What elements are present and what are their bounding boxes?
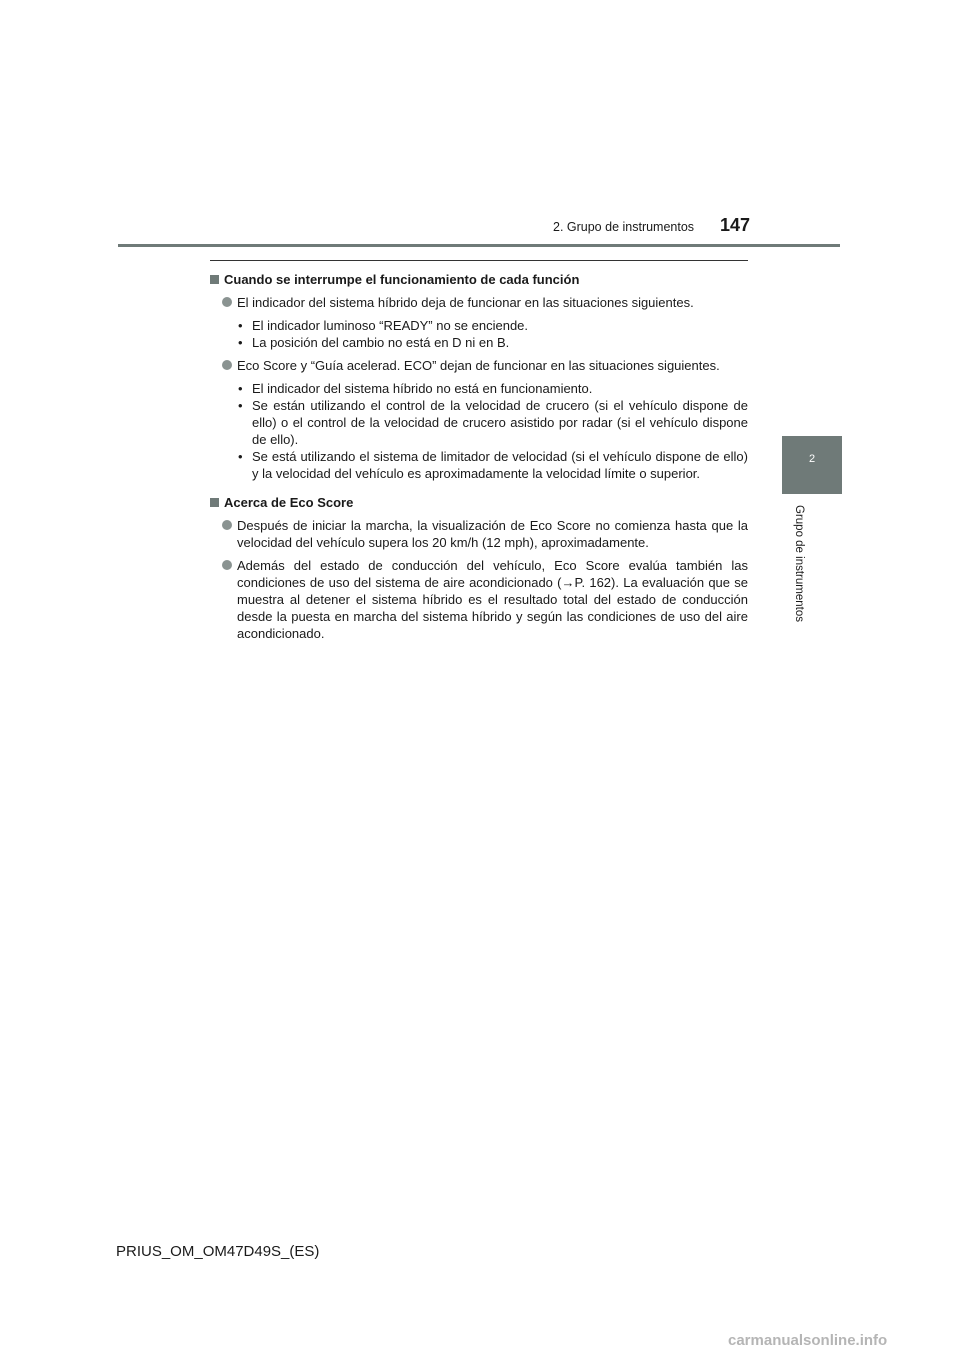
sub-list-text: El indicador del sistema híbrido no está en funcionamiento. bbox=[252, 381, 593, 396]
bullet-text: Además del estado de conducción del vehículo, Eco Score evalúa también las condiciones de uso del sistema de aire acondicionado (→P. 162). La evaluación que se muestra al detener el sistema híbrido es el resultado total del estado de conducción desde la puesta en marcha del sistema híbrido y según las condiciones de uso del aire acondicionado. bbox=[237, 558, 748, 641]
bullet-text: Eco Score y “Guía acelerad. ECO” dejan de funcionar en las situaciones siguientes. bbox=[237, 358, 720, 373]
sub-list-item bbox=[238, 334, 748, 351]
content-top-rule bbox=[210, 260, 748, 261]
sub-list-item bbox=[238, 380, 748, 397]
sub-list-text: La posición del cambio no está en D ni en B. bbox=[252, 335, 510, 350]
watermark: carmanualsonline.info bbox=[728, 1332, 888, 1349]
circle-bullet-icon bbox=[222, 560, 232, 570]
sub-list-text: Se está utilizando el sistema de limitador de velocidad (si el vehículo dispone de ello) y la velocidad del vehículo es aproximadamente la velocidad límite o superior. bbox=[252, 449, 748, 481]
sections-container bbox=[210, 271, 748, 642]
sub-list-item bbox=[238, 397, 748, 448]
circle-bullet-icon bbox=[222, 297, 232, 307]
sub-list bbox=[238, 380, 748, 482]
section-heading bbox=[210, 494, 748, 511]
bullet-item bbox=[222, 517, 748, 551]
section-heading-text: Cuando se interrumpe el funcionamiento de cada función bbox=[224, 272, 580, 287]
sub-bullet-mark: • bbox=[238, 381, 243, 396]
sub-list bbox=[238, 317, 748, 351]
sub-bullet-mark: • bbox=[238, 449, 243, 464]
chapter-tab-number: 2 bbox=[808, 453, 816, 465]
section-heading-text: Acerca de Eco Score bbox=[224, 495, 354, 510]
page-number: 147 bbox=[720, 215, 751, 235]
circle-bullet-icon bbox=[222, 360, 232, 370]
bullet-text: Después de iniciar la marcha, la visualización de Eco Score no comienza hasta que la velocidad del vehículo supera los 20 km/h (12 mph), aproximadamente. bbox=[237, 518, 748, 550]
sub-bullet-mark: • bbox=[238, 335, 243, 350]
page-content bbox=[210, 260, 748, 648]
circle-bullet-icon bbox=[222, 520, 232, 530]
sub-list-text: El indicador luminoso “READY” no se enciende. bbox=[252, 318, 529, 333]
bullet-item bbox=[222, 557, 748, 642]
bullet-item bbox=[222, 357, 748, 374]
square-bullet-icon bbox=[210, 498, 219, 507]
sub-list-item bbox=[238, 317, 748, 334]
bullet-text: El indicador del sistema híbrido deja de funcionar en las situaciones siguientes. bbox=[237, 295, 694, 310]
chapter-tab bbox=[782, 436, 842, 494]
chapter-tab-label: Grupo de instrumentos bbox=[793, 505, 805, 622]
header-section-title: 2. Grupo de instrumentos bbox=[553, 220, 695, 234]
sub-list-text: Se están utilizando el control de la velocidad de crucero (si el vehículo dispone de ello) o el control de la velocidad de crucero asistido por radar (si el vehículo dispone de ello). bbox=[252, 398, 748, 447]
sub-bullet-mark: • bbox=[238, 398, 243, 413]
section-heading bbox=[210, 271, 748, 288]
sub-list-item bbox=[238, 448, 748, 482]
sub-bullet-mark: • bbox=[238, 318, 243, 333]
bullet-item bbox=[222, 294, 748, 311]
header-rule bbox=[118, 244, 840, 247]
square-bullet-icon bbox=[210, 275, 219, 284]
document-code: PRIUS_OM_OM47D49S_(ES) bbox=[116, 1243, 320, 1260]
